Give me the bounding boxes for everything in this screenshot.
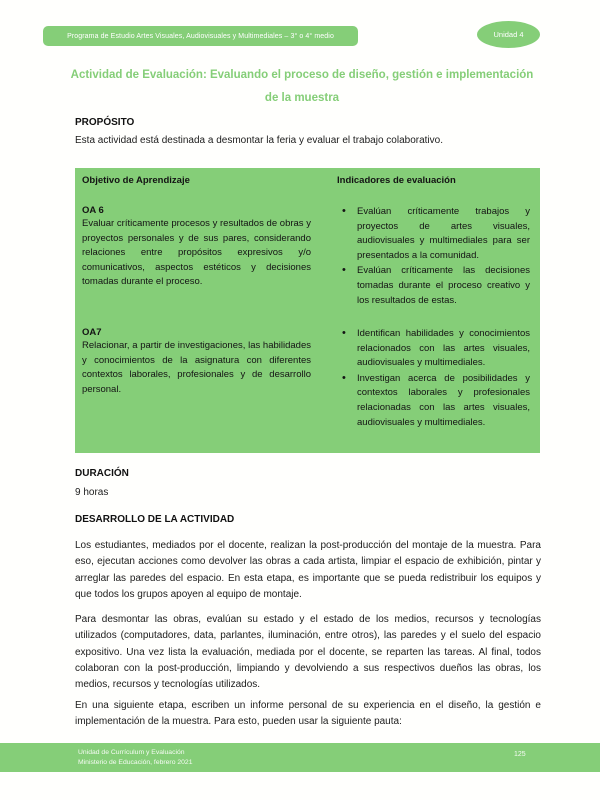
proposito-text: Esta actividad está destinada a desmontar la feria y evaluar el trabajo colaborativo. xyxy=(75,135,443,146)
oa-indicators-table xyxy=(75,168,540,453)
duracion-heading: DURACIÓN xyxy=(75,468,129,479)
header-program-bar xyxy=(43,26,358,46)
oa7-indicators-list xyxy=(337,327,530,447)
indicator-item: • Investigan acerca de posibilidades y contextos laborales y profesionales relacionadas con las artes visuales, audiovisuales y multimediales. xyxy=(337,372,530,430)
desarrollo-heading: DESARROLLO DE LA ACTIVIDAD xyxy=(75,514,235,525)
oa7-code: OA7 xyxy=(82,327,102,338)
table-row-oa6-objective xyxy=(82,205,337,327)
unit-badge-label: Unidad 4 xyxy=(493,30,524,39)
duracion-text: 9 horas xyxy=(75,487,109,498)
oa6-code: OA 6 xyxy=(82,205,104,216)
unit-badge xyxy=(477,21,540,48)
desarrollo-paragraph-1: Los estudiantes, mediados por el docente, realizan la post-producción del montaje de la muestra. Para eso, ejecutan acciones como devolver las obras a cada artista, limpiar el espacio de exhibición, pintar y arreglar las paredes del espacio. En esta etapa, es importante que se pueda redistribuir los equipos y que todos los grupos apoyen al equipo de montaje. xyxy=(75,540,541,600)
page-title: Actividad de Evaluación: Evaluando el proceso de diseño, gestión e implementación de la muestra xyxy=(70,69,534,104)
indicator-item: • Identifican habilidades y conocimientos relacionados con las artes visuales, audiovisuales y multimediales. xyxy=(337,327,530,371)
indicator-item: • Evalúan críticamente las decisiones tomadas durante el proceso creativo y los resultados de estas. xyxy=(337,264,530,308)
desarrollo-paragraph-2: Para desmontar las obras, evalúan su estado y el estado de los medios, recursos y tecnologías utilizados (computadores, data, parlantes, iluminación, entre otros), las paredes y el suelo del espacio expositivo. Una vez lista la evaluación, mediada por el docente, se reparten las tareas. Al final, todos colaboran con la post-producción, limpiando y devolviendo a sus respectivos dueños las obras, los medios, recursos y tecnologías utilizados. xyxy=(75,614,541,691)
footer-line1: Unidad de Currículum y Evaluación xyxy=(78,749,185,756)
header-program-label: Programa de Estudio Artes Visuales, Audiovisuales y Multimediales – 3° o 4° medio xyxy=(67,32,334,40)
indicator-item: • Evalúan críticamente trabajos y proyectos de artes visuales, audiovisuales y multimediales para ser presentados a la comunidad. xyxy=(337,205,530,263)
table-row-oa7-objective xyxy=(82,327,337,447)
oa6-text: Evaluar críticamente procesos y resultados de obras y proyectos personales y de sus pares, considerando relaciones entre propósitos expresivos y/o comunicativos, aspectos estéticos y decisiones tomadas durante el proceso. xyxy=(82,218,311,288)
page-number: 125 xyxy=(514,751,526,758)
footer-line2: Ministerio de Educación, febrero 2021 xyxy=(78,758,193,766)
table-col2-header: Indicadores de evaluación xyxy=(337,175,456,186)
table-col1-header: Objetivo de Aprendizaje xyxy=(82,175,190,186)
page-footer xyxy=(0,743,600,772)
proposito-heading: PROPÓSITO xyxy=(75,117,135,128)
footer-publisher xyxy=(78,748,192,767)
oa6-indicators-list xyxy=(337,205,530,327)
oa7-text: Relacionar, a partir de investigaciones, las habilidades y conocimientos de la asignatura con diferentes contextos laborales, profesionales y de desarrollo personal. xyxy=(82,340,311,395)
desarrollo-paragraph-3: En una siguiente etapa, escriben un informe personal de su experiencia en el diseño, la gestión e implementación de la muestra. Para esto, pueden usar la siguiente pauta: xyxy=(75,700,541,728)
